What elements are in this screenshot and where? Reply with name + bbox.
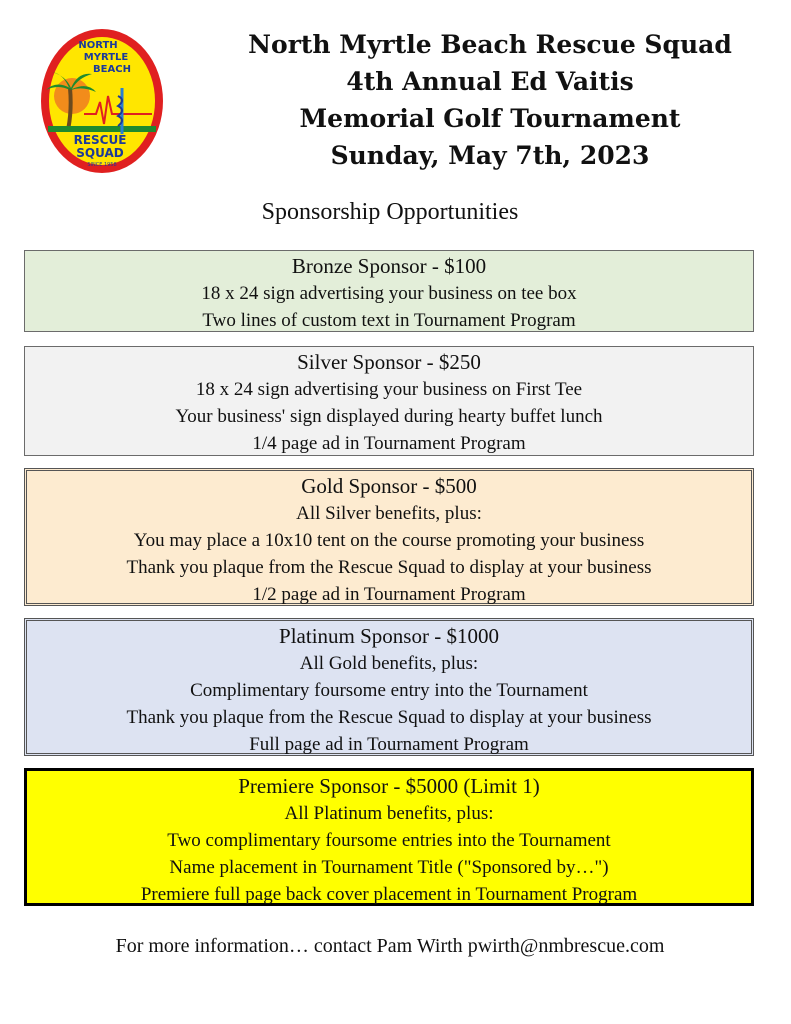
tier-benefit: Your business' sign displayed during hearty buffet lunch [175, 406, 603, 427]
tier-title: Premiere Sponsor - $5000 (Limit 1) [238, 774, 540, 798]
rescue-squad-logo [38, 26, 166, 176]
tier-benefit: All Silver benefits, plus: [296, 503, 482, 524]
tier-gold [24, 468, 754, 606]
tier-benefit: 18 x 24 sign advertising your business on tee box [201, 283, 577, 304]
logo-text-rescue: RESCUE [73, 133, 127, 147]
contact-email: pwirth@nmbrescue.com [467, 935, 665, 957]
contact-footer [0, 932, 780, 960]
tier-bronze [24, 250, 754, 332]
tier-benefit: Complimentary foursome entry into the Tournament [190, 680, 588, 701]
logo-text-squad: SQUAD [76, 146, 124, 160]
tier-platinum [24, 618, 754, 756]
header-organization: North Myrtle Beach Rescue Squad [248, 30, 732, 59]
tier-benefit: Two lines of custom text in Tournament Program [202, 310, 576, 331]
header-event-name: Memorial Golf Tournament [299, 104, 681, 133]
tier-benefit: 1/4 page ad in Tournament Program [252, 433, 526, 454]
tier-title: Platinum Sponsor - $1000 [279, 624, 499, 648]
contact-text: For more information… contact Pam Wirth [115, 935, 468, 957]
tier-benefit: Name placement in Tournament Title ("Sponsored by…") [169, 857, 609, 878]
logo-text-north: NORTH [78, 40, 118, 51]
tier-title: Gold Sponsor - $500 [301, 474, 477, 498]
tier-title: Silver Sponsor - $250 [297, 350, 481, 374]
tier-benefit: Full page ad in Tournament Program [249, 734, 529, 755]
tier-benefit: All Platinum benefits, plus: [284, 803, 494, 824]
header-event-edition: 4th Annual Ed Vaitis [346, 67, 634, 96]
tier-benefit: Thank you plaque from the Rescue Squad to display at your business [126, 557, 652, 578]
logo-text-myrtle: MYRTLE [83, 52, 129, 63]
tier-benefit: All Gold benefits, plus: [299, 653, 479, 674]
tier-benefit: You may place a 10x10 tent on the course promoting your business [133, 530, 645, 551]
tier-silver [24, 346, 754, 456]
tier-title: Bronze Sponsor - $100 [291, 254, 487, 278]
tournament-header [200, 26, 780, 174]
tier-benefit: Thank you plaque from the Rescue Squad to display at your business [126, 707, 652, 728]
tier-benefit: 18 x 24 sign advertising your business on First Tee [195, 379, 583, 400]
tier-benefit: 1/2 page ad in Tournament Program [252, 584, 526, 605]
logo-text-beach: BEACH [93, 64, 131, 75]
header-event-date: Sunday, May 7th, 2023 [330, 141, 650, 170]
tier-benefit: Premiere full page back cover placement in Tournament Program [140, 884, 638, 905]
tier-benefit: Two complimentary foursome entries into the Tournament [167, 830, 611, 851]
page-subtitle: Sponsorship Opportunities [261, 199, 519, 225]
tier-premiere [24, 768, 754, 906]
logo-text-since: SINCE 1958 [87, 162, 117, 168]
